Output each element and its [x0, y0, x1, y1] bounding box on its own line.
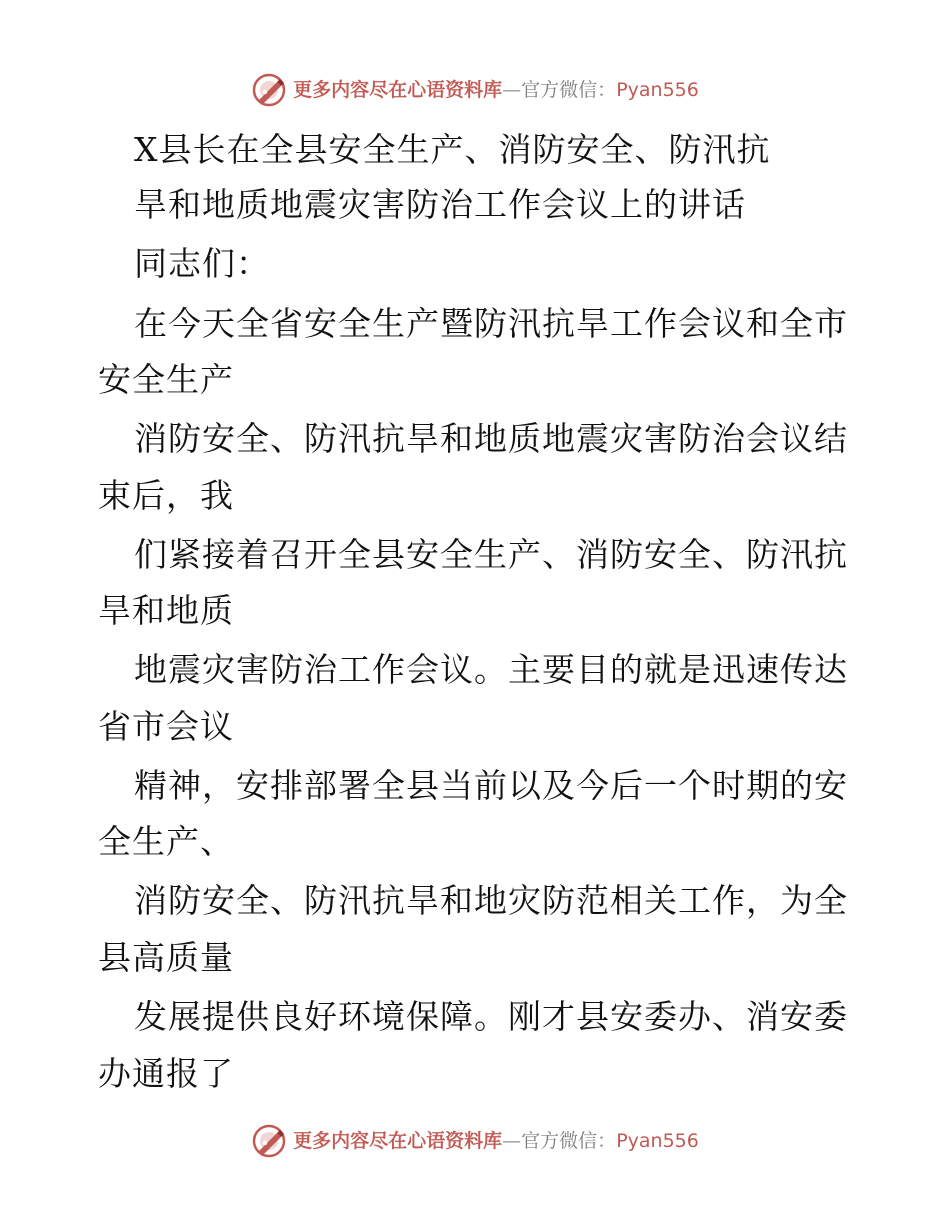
pen-logo-icon: [251, 1123, 287, 1159]
header-wechat-label: 官方微信：: [521, 79, 617, 101]
paragraph-line: 全生产、: [98, 822, 234, 861]
paragraph-line: 在今天全省安全生产暨防汛抗旱工作会议和全市: [134, 304, 848, 343]
paragraph-line: 精神，安排部署全县当前以及今后一个时期的安: [134, 766, 848, 805]
paragraph-line: 们紧接着召开全县安全生产、消防安全、防汛抗: [134, 535, 848, 574]
footer-dash: —: [502, 1130, 522, 1152]
paragraph-line: 旱和地质: [98, 591, 234, 630]
paragraph-line: 省市会议: [98, 707, 234, 746]
footer-wechat-handle: Pyan556: [616, 1130, 699, 1152]
header-banner: [0, 70, 950, 110]
footer-wechat-label: 官方微信：: [521, 1130, 617, 1152]
header-banner-text: [293, 70, 699, 110]
footer-brand: 更多内容尽在心语资料库: [293, 1130, 503, 1152]
paragraph-line: 束后，我: [98, 476, 234, 515]
document-title-line-1: X县长在全县安全生产、消防安全、防汛抗: [134, 130, 771, 169]
document-title-line-2: 旱和地质地震灾害防治工作会议上的讲话: [134, 185, 746, 224]
header-wechat-handle: Pyan556: [616, 79, 699, 101]
header-dash: —: [502, 79, 522, 101]
footer-banner: [0, 1121, 950, 1161]
salutation: 同志们：: [134, 244, 270, 283]
paragraph-line: 消防安全、防汛抗旱和地质地震灾害防治会议结: [134, 419, 848, 458]
paragraph-line: 发展提供良好环境保障。刚才县安委办、消安委: [134, 997, 848, 1036]
paragraph-line: 消防安全、防汛抗旱和地灾防范相关工作，为全: [134, 881, 848, 920]
paragraph-line: 县高质量: [98, 938, 234, 977]
pen-logo-icon: [251, 72, 287, 108]
header-brand: 更多内容尽在心语资料库: [293, 79, 503, 101]
footer-banner-text: [293, 1121, 699, 1161]
paragraph-line: 办通报了: [98, 1054, 234, 1093]
paragraph-line: 安全生产: [98, 360, 234, 399]
paragraph-line: 地震灾害防治工作会议。主要目的就是迅速传达: [134, 650, 848, 689]
